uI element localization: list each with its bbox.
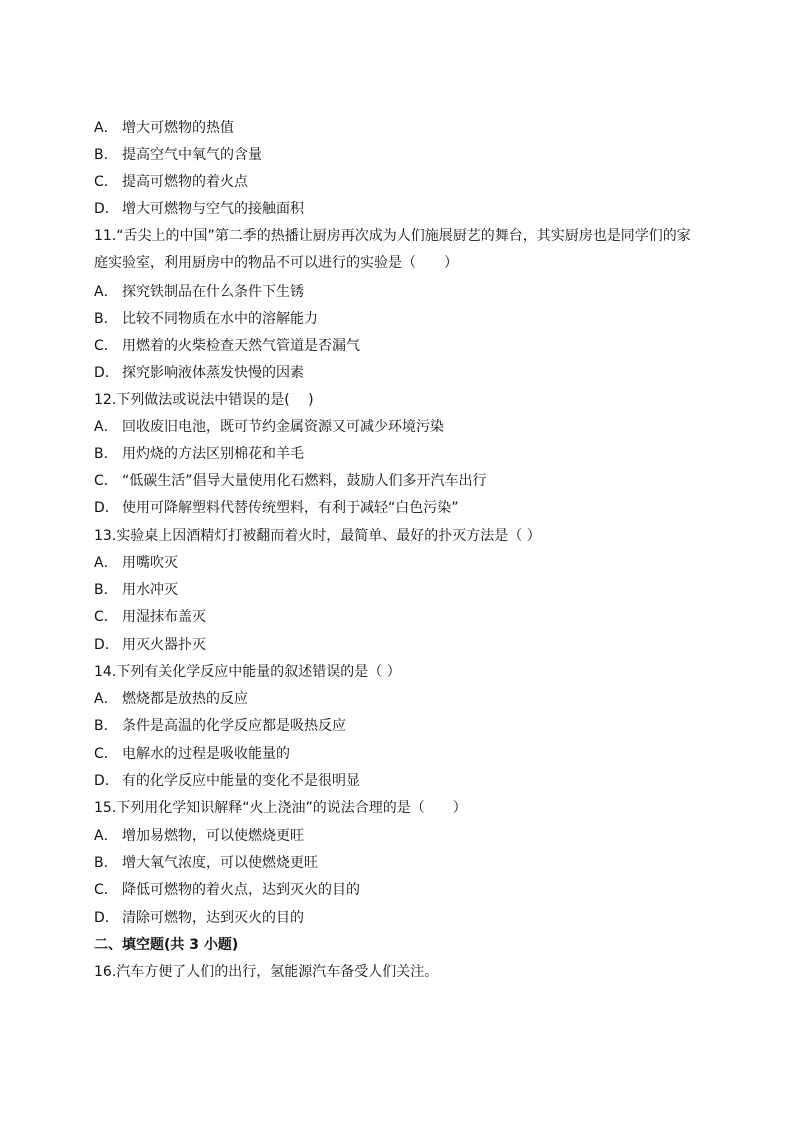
option-text: 用灭火器扑灭	[122, 637, 206, 653]
q13-stem: 13.实验桌上因酒精灯打被翻而着火时，最简单、最好的扑灭方法是（ ）	[94, 528, 541, 544]
option-text: 降低可燃物的着火点，达到灭火的目的	[122, 882, 360, 898]
q12-option-d	[94, 498, 459, 518]
option-letter: D．	[94, 637, 119, 653]
option-text: 用湿抹布盖灭	[122, 609, 206, 625]
option-text: 回收废旧电池，既可节约金属资源又可减少环境污染	[122, 419, 444, 435]
q15-option-b	[94, 853, 318, 873]
option-text: 燃烧都是放热的反应	[122, 691, 248, 707]
option-letter: A．	[94, 691, 118, 707]
q13-option-b	[94, 580, 178, 600]
q14-stem: 14.下列有关化学反应中能量的叙述错误的是（ ）	[94, 664, 401, 680]
q13-option-a	[94, 553, 178, 573]
option-letter: A．	[94, 555, 118, 571]
q15-stem: 15.下列用化学知识解释“火上浇油”的说法合理的是（ ）	[94, 800, 467, 816]
option-text: 比较不同物质在水中的溶解能力	[122, 311, 318, 327]
option-letter: B．	[94, 582, 118, 598]
q14-option-c	[94, 744, 290, 764]
option-text: 条件是高温的化学反应都是吸热反应	[122, 718, 346, 734]
q12-option-a	[94, 417, 444, 437]
option-letter: C．	[94, 746, 118, 762]
option-text: 用灼烧的方法区别棉花和羊毛	[122, 446, 304, 462]
option-letter: B．	[94, 855, 118, 871]
q15-option-a	[94, 826, 304, 846]
q11-option-c	[94, 336, 360, 356]
option-text: 用嘴吹灭	[122, 555, 178, 571]
q10-option-d	[94, 199, 304, 219]
option-letter: B．	[94, 311, 118, 327]
option-letter: A．	[94, 120, 118, 136]
q10-option-a	[94, 118, 234, 138]
option-text: 有的化学反应中能量的变化不是很明显	[122, 773, 360, 789]
option-text: “低碳生活”倡导大量使用化石燃料，鼓励人们多开汽车出行	[122, 473, 487, 489]
q13-option-c	[94, 607, 206, 627]
option-text: 用燃着的火柴检查天然气管道是否漏气	[122, 338, 360, 354]
option-letter: C．	[94, 473, 118, 489]
q11-stem-line1: 11.“舌尖上的中国”第二季的热播让厨房再次成为人们施展厨艺的舞台，其实厨房也是同学们的家	[94, 228, 691, 244]
option-letter: B．	[94, 718, 118, 734]
q11-option-d	[94, 363, 304, 383]
option-letter: D．	[94, 365, 119, 381]
q12-stem: 12.下列做法或说法中错误的是( )	[94, 392, 314, 408]
option-text: 增大可燃物与空气的接触面积	[122, 201, 304, 217]
q10-option-c	[94, 172, 248, 192]
q12-option-b	[94, 444, 304, 464]
option-text: 用水冲灭	[122, 582, 178, 598]
q11-stem-line2: 庭实验室，利用厨房中的物品不可以进行的实验是（ ）	[94, 255, 458, 271]
q16-stem: 16.汽车方便了人们的出行，氢能源汽车备受人们关注。	[94, 964, 439, 980]
q12-option-c	[94, 471, 487, 491]
option-letter: B．	[94, 147, 118, 163]
q14-option-a	[94, 689, 248, 709]
option-text: 提高可燃物的着火点	[122, 174, 248, 190]
option-text: 清除可燃物，达到灭火的目的	[122, 910, 304, 926]
option-text: 探究影响液体蒸发快慢的因素	[122, 365, 304, 381]
option-text: 增加易燃物，可以使燃烧更旺	[122, 828, 304, 844]
option-letter: A．	[94, 419, 118, 435]
option-text: 电解水的过程是吸收能量的	[122, 746, 290, 762]
option-letter: C．	[94, 882, 118, 898]
option-text: 增大可燃物的热值	[122, 120, 234, 136]
q14-option-b	[94, 716, 346, 736]
option-text: 增大氧气浓度，可以使燃烧更旺	[122, 855, 318, 871]
option-letter: D．	[94, 773, 119, 789]
option-letter: A．	[94, 284, 118, 300]
option-letter: C．	[94, 609, 118, 625]
q11-option-b	[94, 309, 318, 329]
section-heading: 二、填空题(共 3 小题)	[94, 937, 239, 953]
option-letter: D．	[94, 910, 119, 926]
option-letter: B．	[94, 446, 118, 462]
option-letter: C．	[94, 174, 118, 190]
q11-option-a	[94, 282, 304, 302]
option-letter: D．	[94, 201, 119, 217]
q13-option-d	[94, 635, 206, 655]
q15-option-d	[94, 908, 304, 928]
option-text: 使用可降解塑料代替传统塑料，有利于减轻“白色污染”	[122, 500, 459, 516]
option-letter: C．	[94, 338, 118, 354]
q15-option-c	[94, 880, 360, 900]
option-text: 提高空气中氧气的含量	[122, 147, 262, 163]
q10-option-b	[94, 145, 262, 165]
option-text: 探究铁制品在什么条件下生锈	[122, 284, 304, 300]
option-letter: A．	[94, 828, 118, 844]
q14-option-d	[94, 771, 360, 791]
option-letter: D．	[94, 500, 119, 516]
